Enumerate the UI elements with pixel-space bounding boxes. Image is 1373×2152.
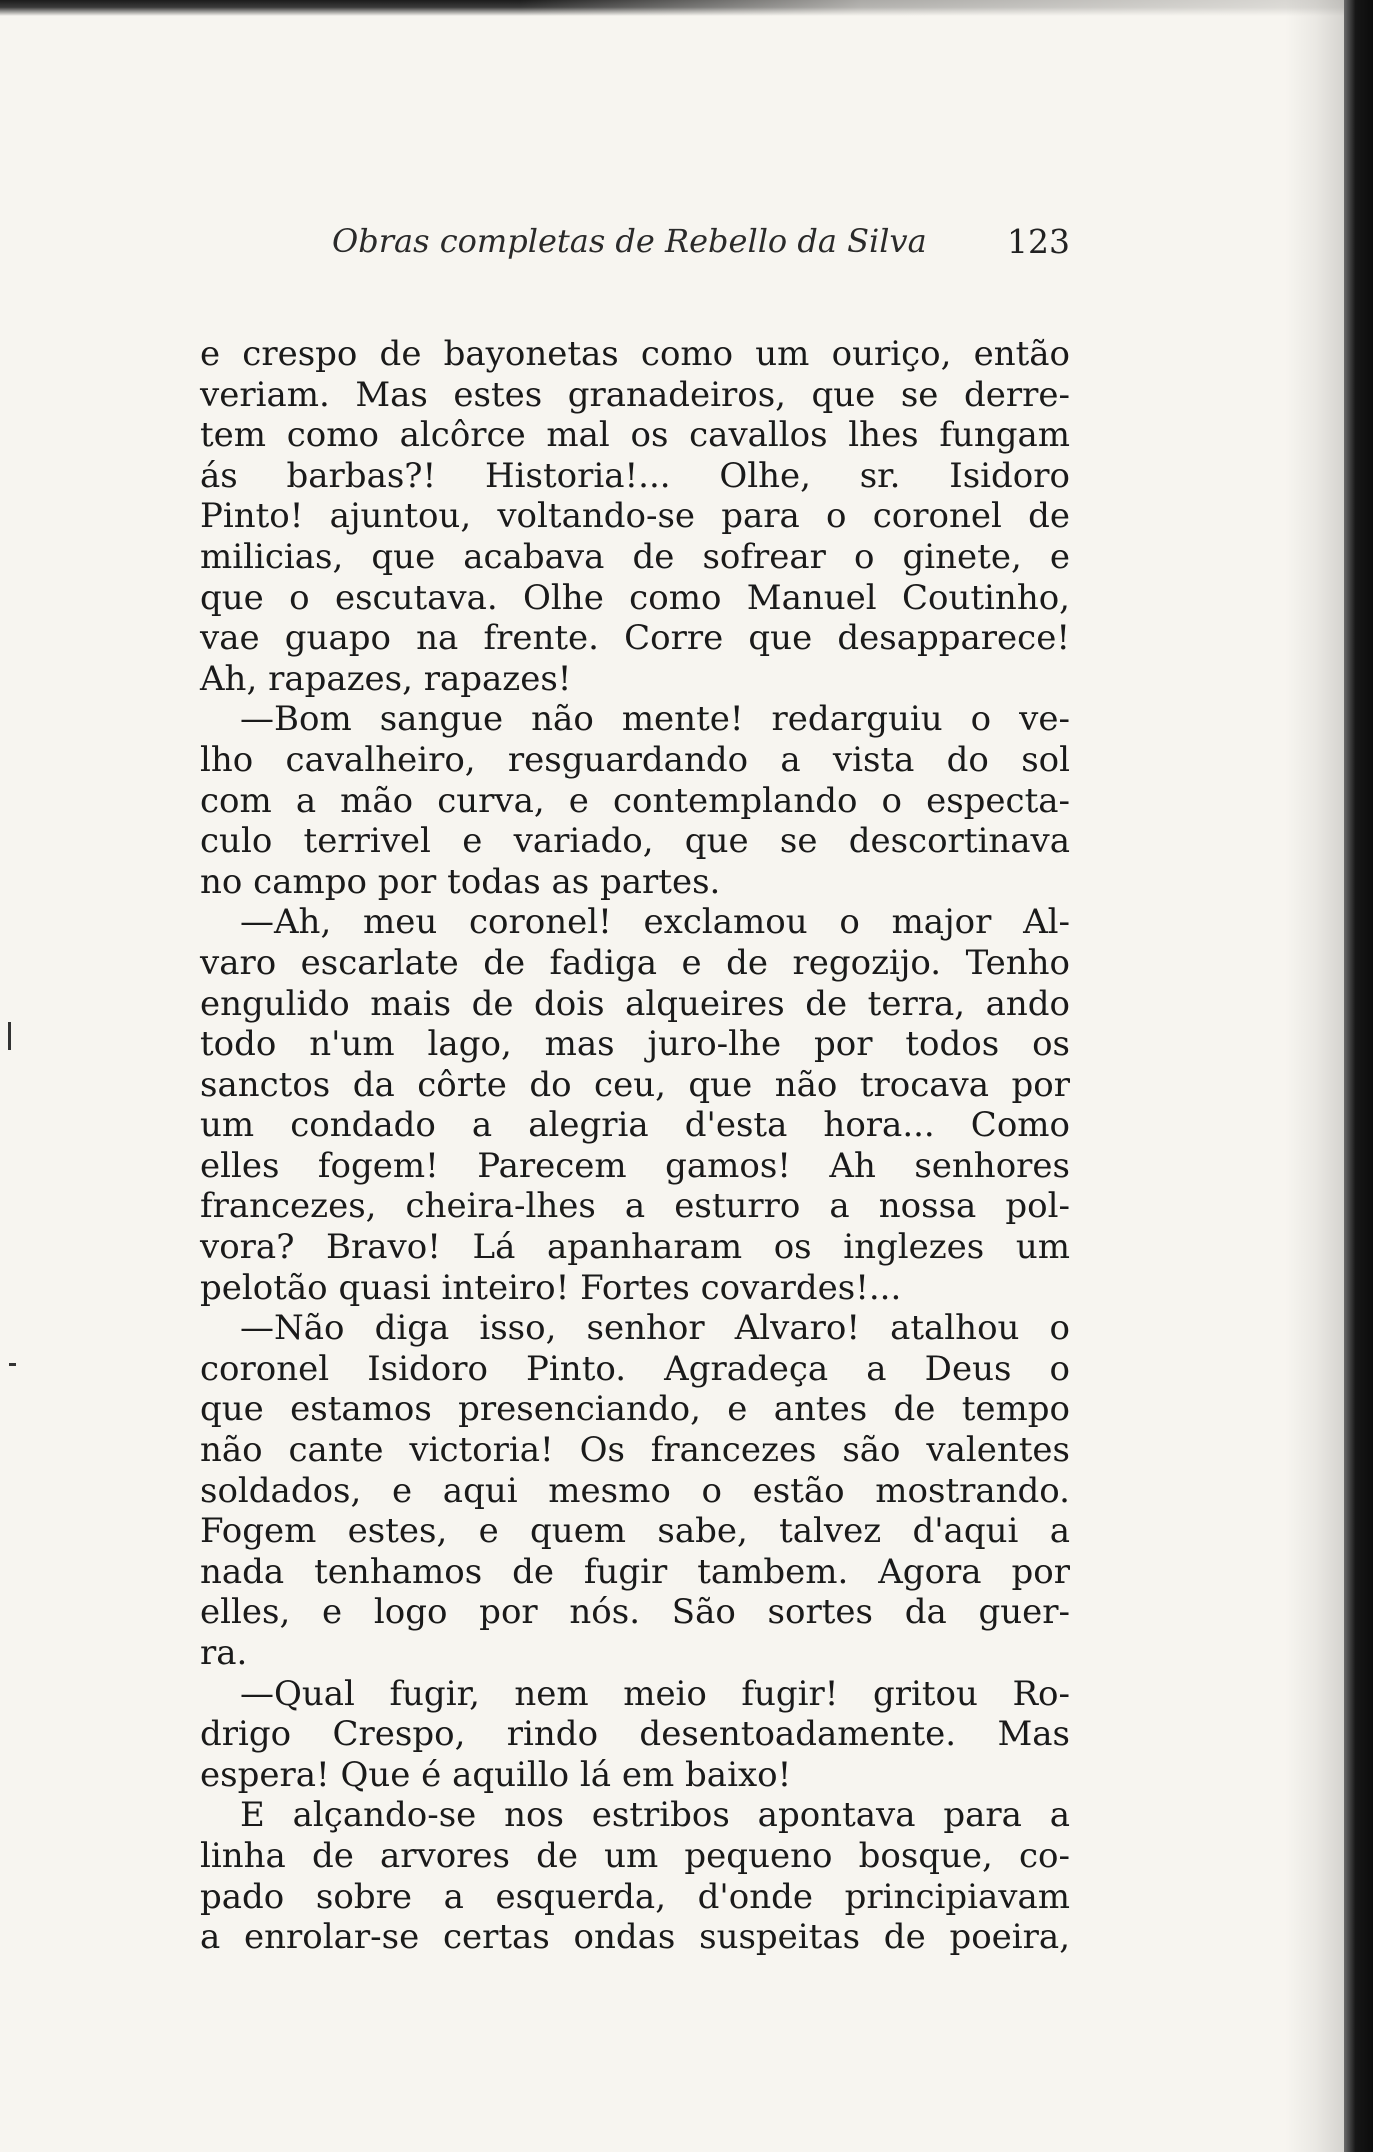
text-line: no campo por todas as partes. <box>200 861 721 902</box>
text-line: vora? Bravo! Lá apanharam os inglezes um <box>200 1227 1070 1268</box>
text-line: drigo Crespo, rindo desentoadamente. Mas <box>200 1714 1070 1755</box>
text-line: soldados, e aqui mesmo o estão mostrando. <box>200 1470 1070 1511</box>
text-line: —Não diga isso, senhor Alvaro! atalhou o <box>240 1308 1070 1349</box>
text-line: tem como alcôrce mal os cavallos lhes fungam <box>200 415 1070 456</box>
text-line: Pinto! ajuntou, voltando-se para o coronel de <box>200 496 1070 537</box>
text-line: elles fogem! Parecem gamos! Ah senhores <box>200 1145 1070 1186</box>
text-line: e crespo de bayonetas como um ouriço, então <box>200 334 1070 374</box>
text-line: um condado a alegria d'esta hora... Como <box>200 1105 1070 1146</box>
page-number: 123 <box>1007 222 1070 261</box>
text-line: E alçando-se nos estribos apontava para a <box>240 1795 1070 1836</box>
text-line: linha de arvores de um pequeno bosque, co- <box>200 1835 1070 1876</box>
text-line: que o escutava. Olhe como Manuel Coutinho, <box>200 577 1070 618</box>
margin-mark-lower <box>9 1363 16 1366</box>
text-line: ra. <box>200 1633 248 1673</box>
text-line: Ah, rapazes, rapazes! <box>200 658 572 699</box>
text-line: —Bom sangue não mente! redarguiu o ve- <box>240 699 1070 740</box>
running-title: Obras completas de Rebello da Silva <box>332 222 927 260</box>
text-line: engulido mais de dois alqueires de terra, ando <box>200 983 1070 1024</box>
text-line: vae guapo na frente. Corre que desapparece! <box>200 618 1070 659</box>
text-line: pado sobre a esquerda, d'onde principiavam <box>200 1876 1070 1917</box>
text-line: milicias, que acabava de sofrear o ginete, e <box>200 536 1070 577</box>
running-head <box>200 222 1070 272</box>
text-line: varo escarlate de fadiga e de regozijo. Tenho <box>200 942 1070 983</box>
text-line: a enrolar-se certas ondas suspeitas de poeira, <box>200 1917 1070 1958</box>
text-line: todo n'um lago, mas juro-lhe por todos os <box>200 1024 1070 1065</box>
text-line: —Ah, meu coronel! exclamou o major Al- <box>240 902 1070 943</box>
margin-mark-upper <box>8 1022 11 1050</box>
text-line: pelotão quasi inteiro! Fortes covardes!... <box>200 1267 902 1308</box>
text-line: que estamos presenciando, e antes de tempo <box>200 1389 1070 1430</box>
body-text <box>200 334 1070 1958</box>
text-line: sanctos da côrte do ceu, que não trocava por <box>200 1064 1070 1105</box>
text-line: espera! Que é aquillo lá em baixo! <box>200 1754 792 1795</box>
text-line: ás barbas?! Historia!... Olhe, sr. Isidoro <box>200 455 1070 496</box>
text-line: veriam. Mas estes granadeiros, que se derre- <box>200 374 1070 415</box>
text-line: francezes, cheira-lhes a esturro a nossa pol- <box>200 1186 1070 1227</box>
text-line: Fogem estes, e quem sabe, talvez d'aqui a <box>200 1511 1070 1552</box>
text-line: lho cavalheiro, resguardando a vista do sol <box>200 739 1070 780</box>
text-line: nada tenhamos de fugir tambem. Agora por <box>200 1551 1070 1592</box>
text-line: elles, e logo por nós. São sortes da guer- <box>200 1592 1070 1633</box>
top-edge-fade <box>520 0 1373 30</box>
text-line: com a mão curva, e contemplando o especta- <box>200 780 1070 821</box>
book-spine-edge <box>1344 0 1373 2152</box>
text-line: —Qual fugir, nem meio fugir! gritou Ro- <box>240 1673 1070 1714</box>
text-line: culo terrivel e variado, que se descortinava <box>200 821 1070 862</box>
binding-shadow <box>1285 0 1345 2152</box>
text-line: coronel Isidoro Pinto. Agradeça a Deus o <box>200 1348 1070 1389</box>
text-line: não cante victoria! Os francezes são valentes <box>200 1430 1070 1471</box>
